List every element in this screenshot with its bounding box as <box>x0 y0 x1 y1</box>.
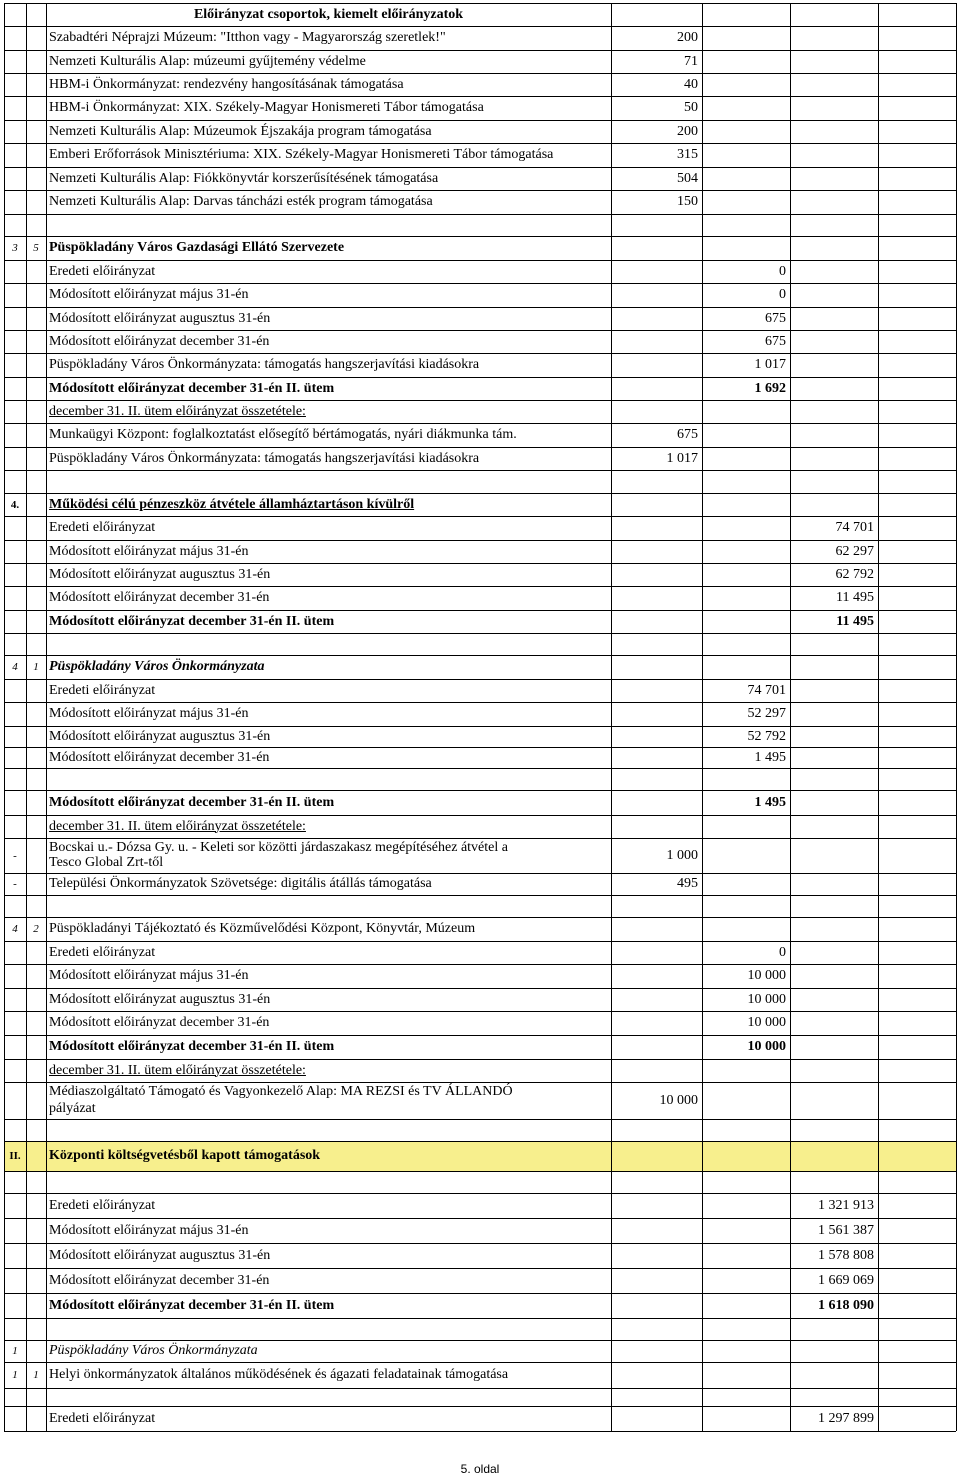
row-label: Módosított előirányzat december 31-én II. ütem <box>49 1039 335 1054</box>
row-code-1: - <box>13 849 17 862</box>
amount-col-3: 1 321 913 <box>818 1197 874 1213</box>
amount-col-2: 74 701 <box>747 682 786 698</box>
row-label: Eredeti előirányzat <box>49 1197 156 1213</box>
row-label-continued: pályázat <box>49 1101 96 1116</box>
row-divider <box>4 1318 956 1319</box>
amount-col-2: 1 692 <box>754 380 786 396</box>
column-divider <box>878 3 879 1431</box>
row-label: Módosított előirányzat május 31-én <box>49 287 249 302</box>
amount-col-2: 675 <box>765 333 786 349</box>
row-label: Nemzeti Kulturális Alap: Múzeumok Éjszakája program támogatása <box>49 123 432 139</box>
amount-col-3: 74 701 <box>835 520 874 535</box>
amount-col-1: 1 017 <box>666 450 698 466</box>
row-divider <box>4 1082 956 1083</box>
column-divider <box>26 3 27 1431</box>
page-number: 5. oldal <box>460 1462 500 1476</box>
row-label: Módosított előirányzat december 31-én II. ütem <box>49 613 335 629</box>
row-code-1: 3 <box>12 242 18 254</box>
row-divider <box>4 214 956 215</box>
row-label: Módosított előirányzat december 31-én II. ütem <box>49 794 335 810</box>
row-label: december 31. II. ütem előirányzat összetétele: <box>49 818 306 834</box>
row-code-1: - <box>13 878 17 890</box>
amount-col-1: 150 <box>677 194 698 209</box>
row-label: Eredeti előirányzat <box>49 944 156 960</box>
amount-col-1: 10 000 <box>659 1092 698 1108</box>
row-label: Módosított előirányzat december 31-én II. ütem <box>49 1297 335 1313</box>
row-label: Püspökladány Város Önkormányzata <box>49 1343 258 1358</box>
amount-col-2: 52 792 <box>747 728 786 744</box>
row-label: Működési célú pénzeszköz átvétele államháztartáson kívülről <box>49 496 415 512</box>
row-label: HBM-i Önkormányzat: XIX. Székely-Magyar Honismereti Tábor támogatása <box>49 100 484 115</box>
amount-col-1: 40 <box>684 76 698 92</box>
row-label: Nemzeti Kulturális Alap: Darvas táncházi esték program támogatása <box>49 194 433 209</box>
row-label: Médiaszolgáltató Támogató és Vagyonkezelő Alap: MA REZSI és TV ÁLLANDÓ <box>49 1084 513 1099</box>
row-label: Előirányzat csoportok, kiemelt előirányzatok <box>193 6 464 22</box>
amount-col-2: 675 <box>765 310 786 326</box>
row-label: Módosított előirányzat május 31-én <box>49 706 249 721</box>
row-label: Módosított előirányzat december 31-én <box>49 749 270 765</box>
amount-col-3: 11 495 <box>836 590 874 605</box>
amount-col-2: 1 495 <box>754 749 786 765</box>
row-label: Módosított előirányzat augusztus 31-én <box>49 1247 271 1263</box>
row-code-1: 1 <box>12 1345 18 1357</box>
column-divider <box>46 3 47 1431</box>
row-code-2: 1 <box>33 1369 39 1381</box>
row-label: Eredeti előirányzat <box>49 682 156 698</box>
row-label: Módosított előirányzat május 31-én <box>49 1222 249 1238</box>
row-label: Püspökladányi Tájékoztató és Közművelődési Központ, Könyvtár, Múzeum <box>49 921 476 936</box>
row-label: Eredeti előirányzat <box>49 520 156 535</box>
row-label: Bocskai u.- Dózsa Gy. u. - Keleti sor közötti járdaszakasz megépítéséhez átvétel a <box>49 840 508 855</box>
row-label: Módosított előirányzat május 31-én <box>49 543 249 559</box>
row-label: Módosított előirányzat augusztus 31-én <box>49 728 271 744</box>
row-label: Módosított előirányzat december 31-én <box>49 333 270 349</box>
row-label: Települési Önkormányzatok Szövetsége: digitális átállás támogatása <box>49 876 432 891</box>
amount-col-1: 50 <box>684 100 698 115</box>
row-divider <box>4 1119 956 1120</box>
column-divider <box>4 3 5 1431</box>
row-label: Püspökladány Város Önkormányzata: támogatás hangszerjavítási kiadásokra <box>49 450 480 466</box>
amount-col-2: 1 495 <box>754 794 786 810</box>
amount-col-1: 675 <box>677 427 698 442</box>
amount-col-1: 71 <box>684 53 698 69</box>
row-code-2: 5 <box>33 242 39 254</box>
amount-col-1: 315 <box>677 147 698 162</box>
row-label: Módosított előirányzat május 31-én <box>49 968 249 983</box>
amount-col-2: 52 297 <box>747 706 786 721</box>
row-label: HBM-i Önkormányzat: rendezvény hangosításának támogatása <box>49 76 404 92</box>
amount-col-2: 10 000 <box>747 991 786 1007</box>
amount-col-2: 1 017 <box>754 357 786 372</box>
row-label: december 31. II. ütem előirányzat összetétele: <box>49 1062 306 1078</box>
row-label: Eredeti előirányzat <box>49 1410 156 1426</box>
amount-col-3: 62 297 <box>835 543 874 559</box>
row-label: Módosított előirányzat december 31-én <box>49 1272 270 1288</box>
row-code-1: 4 <box>12 923 18 935</box>
row-label: Eredeti előirányzat <box>49 263 156 279</box>
row-code-1: II. <box>9 1150 21 1162</box>
row-label: Helyi önkormányzatok általános működésének és ágazati feladatainak támogatása <box>49 1367 509 1382</box>
amount-col-3: 62 792 <box>835 566 874 582</box>
row-code-2: 1 <box>33 661 39 673</box>
row-divider <box>4 1171 956 1172</box>
row-divider <box>4 470 956 471</box>
amount-col-3: 1 669 069 <box>818 1272 874 1288</box>
row-divider <box>4 895 956 896</box>
row-code-1: 4 <box>12 661 18 673</box>
row-code-1: 1 <box>12 1369 18 1381</box>
row-divider <box>4 768 956 769</box>
amount-col-3: 1 578 808 <box>818 1247 874 1263</box>
amount-col-1: 1 000 <box>666 847 698 863</box>
row-divider <box>4 838 956 839</box>
row-divider <box>4 1431 956 1432</box>
row-code-1: 4. <box>10 498 20 511</box>
amount-col-2: 0 <box>779 287 786 302</box>
row-label: Módosított előirányzat augusztus 31-én <box>49 566 271 582</box>
row-label: december 31. II. ütem előirányzat összetétele: <box>49 403 306 419</box>
amount-col-1: 504 <box>677 170 698 186</box>
row-label: Nemzeti Kulturális Alap: Fiókkönyvtár korszerűsítésének támogatása <box>49 170 439 186</box>
column-divider <box>956 3 957 1431</box>
amount-col-3: 1 618 090 <box>818 1297 874 1313</box>
amount-col-1: 495 <box>677 876 698 891</box>
amount-col-3: 1 561 387 <box>818 1222 874 1238</box>
amount-col-3: 1 297 899 <box>818 1410 874 1426</box>
row-code-2: 2 <box>33 923 39 935</box>
amount-col-2: 0 <box>779 944 786 960</box>
row-label: Módosított előirányzat augusztus 31-én <box>49 310 271 326</box>
amount-col-2: 10 000 <box>747 1039 786 1054</box>
row-label-continued: Tesco Global Zrt-től <box>49 855 164 870</box>
row-label: Központi költségvetésből kapott támogatások <box>49 1148 321 1163</box>
row-label: Püspökladány Város Önkormányzata <box>49 659 265 674</box>
amount-col-1: 200 <box>677 123 698 139</box>
amount-col-2: 0 <box>779 263 786 279</box>
row-label: Püspökladány Város Önkormányzata: támogatás hangszerjavítási kiadásokra <box>49 357 480 372</box>
amount-col-3: 11 495 <box>836 613 874 629</box>
row-label: Szabadtéri Néprajzi Múzeum: "Itthon vagy - Magyarország szeretlek!" <box>49 30 446 45</box>
amount-col-1: 200 <box>677 30 698 45</box>
row-label: Módosított előirányzat december 31-én <box>49 590 270 605</box>
row-label: Emberi Erőforrások Minisztériuma: XIX. Székely-Magyar Honismereti Tábor támogatása <box>49 147 554 162</box>
row-label: Módosított előirányzat december 31-én II. ütem <box>49 380 335 396</box>
row-divider <box>4 1388 956 1389</box>
row-label: Módosított előirányzat augusztus 31-én <box>49 991 271 1007</box>
amount-col-2: 10 000 <box>747 968 786 983</box>
row-label: Nemzeti Kulturális Alap: múzeumi gyűjtemény védelme <box>49 53 366 69</box>
row-label: Munkaügyi Központ: foglalkoztatást elősegítő bértámogatás, nyári diákmunka tám. <box>49 427 517 442</box>
row-label: Püspökladány Város Gazdasági Ellátó Szervezete <box>49 240 345 255</box>
row-label: Módosított előirányzat december 31-én <box>49 1015 270 1030</box>
amount-col-2: 10 000 <box>747 1015 786 1030</box>
row-divider <box>4 633 956 634</box>
